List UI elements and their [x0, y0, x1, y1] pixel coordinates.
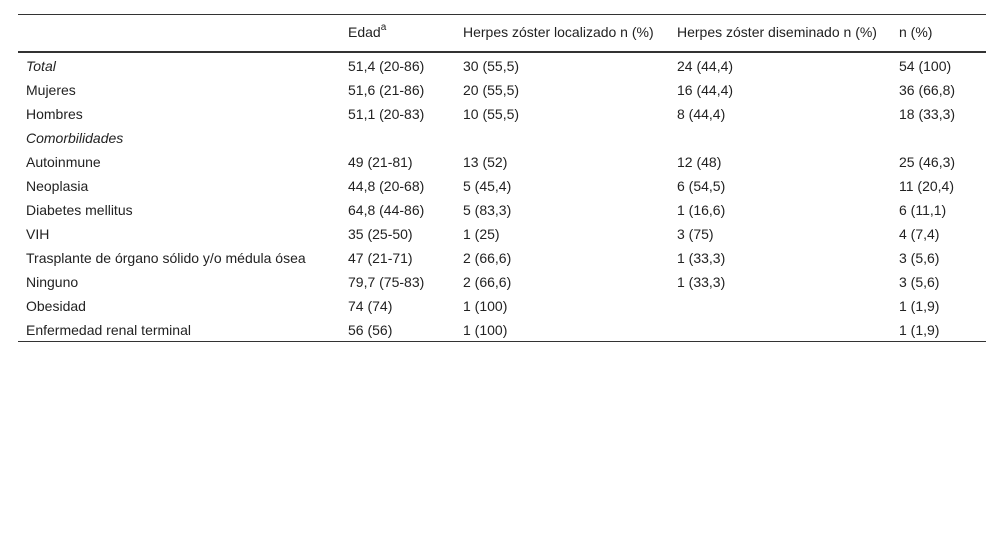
- cell-localizado: 10 (55,5): [463, 106, 520, 122]
- cell-edad: 51,1 (20-83): [348, 106, 425, 122]
- cell-edad: 51,6 (21-86): [348, 82, 425, 98]
- row-label: Comorbilidades: [26, 130, 124, 146]
- cell-diseminado: 1 (16,6): [677, 202, 726, 218]
- cell-diseminado: [669, 125, 891, 149]
- row-label: Hombres: [26, 106, 83, 122]
- table-body: [18, 52, 986, 342]
- cell-localizado: 1 (100): [463, 298, 508, 314]
- cell-n: 11 (20,4): [899, 178, 954, 194]
- cell-localizado: 1 (100): [463, 322, 508, 338]
- cell-n: 25 (46,3): [899, 154, 956, 170]
- cell-diseminado: [669, 317, 891, 342]
- cell-localizado: 5 (45,4): [463, 178, 512, 194]
- cell-n: 4 (7,4): [899, 226, 940, 242]
- cell-localizado: 2 (66,6): [463, 250, 512, 266]
- cell-edad: 49 (21-81): [348, 154, 413, 170]
- cell-diseminado: 12 (48): [677, 154, 722, 170]
- cell-edad: 35 (25-50): [348, 226, 413, 242]
- table-row: [18, 317, 986, 342]
- cell-edad: 51,4 (20-86): [348, 58, 425, 74]
- header-edad: [340, 15, 455, 53]
- cell-localizado: 30 (55,5): [463, 58, 520, 74]
- cell-diseminado: 8 (44,4): [677, 106, 726, 122]
- cell-diseminado: 1 (33,3): [677, 274, 726, 290]
- cell-localizado: 13 (52): [463, 154, 508, 170]
- header-edad-text: Edad: [348, 24, 381, 40]
- table-row: [18, 245, 986, 269]
- table-header: [18, 15, 986, 53]
- cell-n: 54 (100): [899, 58, 952, 74]
- table-row: [18, 197, 986, 221]
- table-row: [18, 125, 986, 149]
- cell-edad: 74 (74): [348, 298, 393, 314]
- cell-edad: 64,8 (44-86): [348, 202, 425, 218]
- cell-diseminado: 24 (44,4): [677, 58, 734, 74]
- cell-edad: 56 (56): [348, 322, 393, 338]
- cell-localizado: 5 (83,3): [463, 202, 512, 218]
- row-label: Total: [26, 58, 56, 74]
- cell-edad: 44,8 (20-68): [348, 178, 425, 194]
- row-label: Ninguno: [26, 274, 79, 290]
- table-row: [18, 149, 986, 173]
- header-localizado: Herpes zóster localizado n (%): [463, 24, 654, 40]
- header-row: [18, 15, 986, 53]
- cell-n: 1 (1,9): [899, 322, 940, 338]
- table-row: [18, 173, 986, 197]
- cell-n: [891, 125, 986, 149]
- cell-diseminado: 16 (44,4): [677, 82, 734, 98]
- table-row: [18, 77, 986, 101]
- row-label: Neoplasia: [26, 178, 89, 194]
- table-row: [18, 101, 986, 125]
- cell-localizado: [455, 125, 669, 149]
- header-diseminado: Herpes zóster diseminado n (%): [677, 24, 877, 40]
- cell-n: 3 (5,6): [899, 274, 940, 290]
- cell-n: 3 (5,6): [899, 250, 940, 266]
- cell-diseminado: 6 (54,5): [677, 178, 726, 194]
- cell-localizado: 2 (66,6): [463, 274, 512, 290]
- cell-n: 1 (1,9): [899, 298, 940, 314]
- header-edad-footnote: a: [380, 22, 387, 34]
- row-label: VIH: [26, 226, 50, 242]
- cell-localizado: 1 (25): [463, 226, 500, 242]
- table-row: [18, 293, 986, 317]
- row-label: Obesidad: [26, 298, 86, 314]
- cell-diseminado: [669, 293, 891, 317]
- row-label: Diabetes mellitus: [26, 202, 133, 218]
- header-n: n (%): [899, 24, 933, 40]
- cell-edad: 79,7 (75-83): [348, 274, 425, 290]
- cell-diseminado: 1 (33,3): [677, 250, 726, 266]
- cell-edad: [340, 125, 455, 149]
- table-row: [18, 269, 986, 293]
- row-label: Enfermedad renal terminal: [26, 322, 191, 338]
- cell-n: 36 (66,8): [899, 82, 956, 98]
- row-label: Trasplante de órgano sólido y/o médula ósea: [26, 250, 306, 266]
- cell-edad: 47 (21-71): [348, 250, 413, 266]
- data-table: [18, 14, 986, 342]
- cell-diseminado: 3 (75): [677, 226, 714, 242]
- cell-localizado: 20 (55,5): [463, 82, 520, 98]
- row-label: Autoinmune: [26, 154, 101, 170]
- header-label: [18, 15, 340, 53]
- cell-n: 6 (11,1): [899, 202, 947, 218]
- table-row: [18, 52, 986, 77]
- row-label: Mujeres: [26, 82, 76, 98]
- table-row: [18, 221, 986, 245]
- cell-n: 18 (33,3): [899, 106, 956, 122]
